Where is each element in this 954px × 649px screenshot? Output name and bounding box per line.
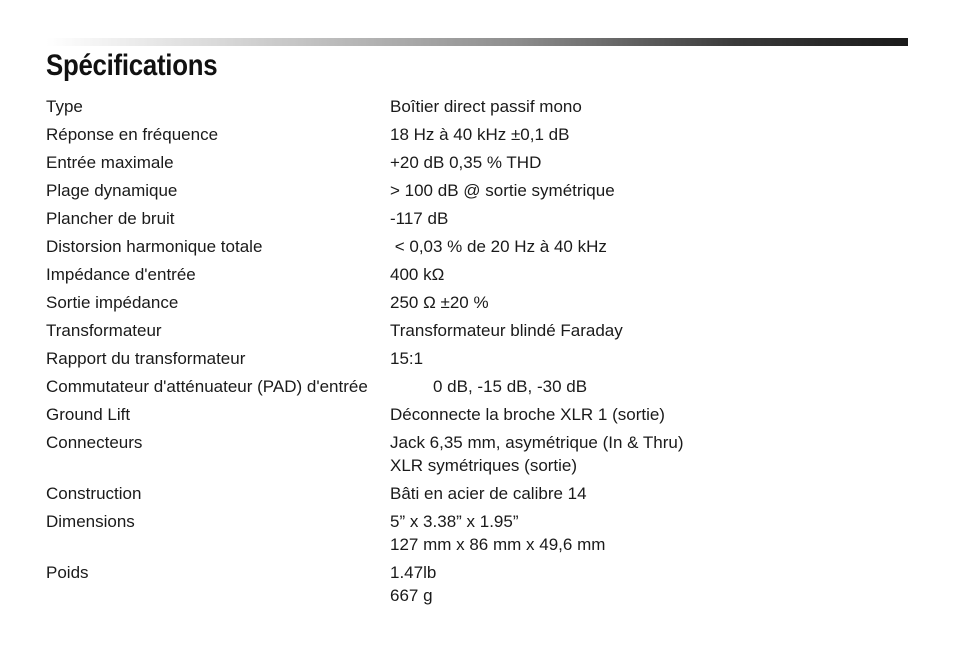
spec-value-line: Boîtier direct passif mono <box>390 97 582 116</box>
spec-value <box>390 151 906 174</box>
spec-row <box>46 431 906 477</box>
page-title: Spécifications <box>46 49 218 82</box>
spec-value <box>433 375 906 398</box>
spec-row <box>46 375 906 398</box>
spec-label: Rapport du transformateur <box>46 349 246 368</box>
spec-value-line: < 0,03 % de 20 Hz à 40 kHz <box>390 237 607 256</box>
spec-value-line: 667 g <box>390 586 433 605</box>
spec-label: Commutateur d'atténuateur (PAD) d'entrée <box>46 377 368 396</box>
spec-row <box>46 403 906 426</box>
spec-row <box>46 123 906 146</box>
spec-label: Dimensions <box>46 512 135 531</box>
spec-value-line: 127 mm x 86 mm x 49,6 mm <box>390 535 606 554</box>
spec-value-line: > 100 dB @ sortie symétrique <box>390 181 615 200</box>
spec-row <box>46 510 906 556</box>
spec-label: Impédance d'entrée <box>46 265 196 284</box>
spec-value-line: -117 dB <box>390 209 449 228</box>
spec-label: Plage dynamique <box>46 181 178 200</box>
spec-label: Sortie impédance <box>46 293 179 312</box>
spec-value-line: 5” x 3.38” x 1.95” <box>390 512 519 531</box>
spec-value <box>390 561 906 607</box>
spec-row <box>46 235 906 258</box>
spec-label: Ground Lift <box>46 405 131 424</box>
spec-value <box>390 403 906 426</box>
spec-value <box>390 179 906 202</box>
spec-value-line: 18 Hz à 40 kHz ±0,1 dB <box>390 125 570 144</box>
spec-table <box>46 95 906 612</box>
spec-label: Distorsion harmonique totale <box>46 237 263 256</box>
spec-value-line: 15:1 <box>390 349 424 368</box>
spec-row <box>46 347 906 370</box>
spec-value-line: +20 dB 0,35 % THD <box>390 153 542 172</box>
spec-label: Plancher de bruit <box>46 209 175 228</box>
spec-row <box>46 482 906 505</box>
header-gradient-bar <box>46 38 908 46</box>
spec-value <box>390 123 906 146</box>
spec-value <box>390 431 906 477</box>
spec-row <box>46 263 906 286</box>
spec-label: Construction <box>46 484 142 503</box>
spec-value-line: Jack 6,35 mm, asymétrique (In & Thru) <box>390 433 684 452</box>
spec-value-line: Déconnecte la broche XLR 1 (sortie) <box>390 405 665 424</box>
spec-label: Réponse en fréquence <box>46 125 219 144</box>
spec-row <box>46 95 906 118</box>
spec-label: Type <box>46 97 83 116</box>
spec-value <box>390 263 906 286</box>
spec-value-line: XLR symétriques (sortie) <box>390 456 578 475</box>
spec-label: Entrée maximale <box>46 153 174 172</box>
spec-row <box>46 179 906 202</box>
spec-value <box>390 235 906 258</box>
spec-row <box>46 207 906 230</box>
spec-value <box>390 207 906 230</box>
spec-value <box>390 291 906 314</box>
spec-row <box>46 319 906 342</box>
spec-value <box>390 510 906 556</box>
spec-row <box>46 561 906 607</box>
spec-value-line: Transformateur blindé Faraday <box>390 321 623 340</box>
spec-label: Transformateur <box>46 321 162 340</box>
spec-label: Poids <box>46 563 89 582</box>
spec-value <box>390 347 906 370</box>
spec-value-line: 1.47lb <box>390 563 437 582</box>
spec-value-line: Bâti en acier de calibre 14 <box>390 484 587 503</box>
spec-row <box>46 151 906 174</box>
spec-value-line: 0 dB, -15 dB, -30 dB <box>433 377 588 396</box>
spec-value <box>390 482 906 505</box>
spec-value <box>390 95 906 118</box>
spec-value-line: 250 Ω ±20 % <box>390 293 489 312</box>
spec-row <box>46 291 906 314</box>
spec-value <box>390 319 906 342</box>
spec-value-line: 400 kΩ <box>390 265 445 284</box>
spec-label: Connecteurs <box>46 433 143 452</box>
